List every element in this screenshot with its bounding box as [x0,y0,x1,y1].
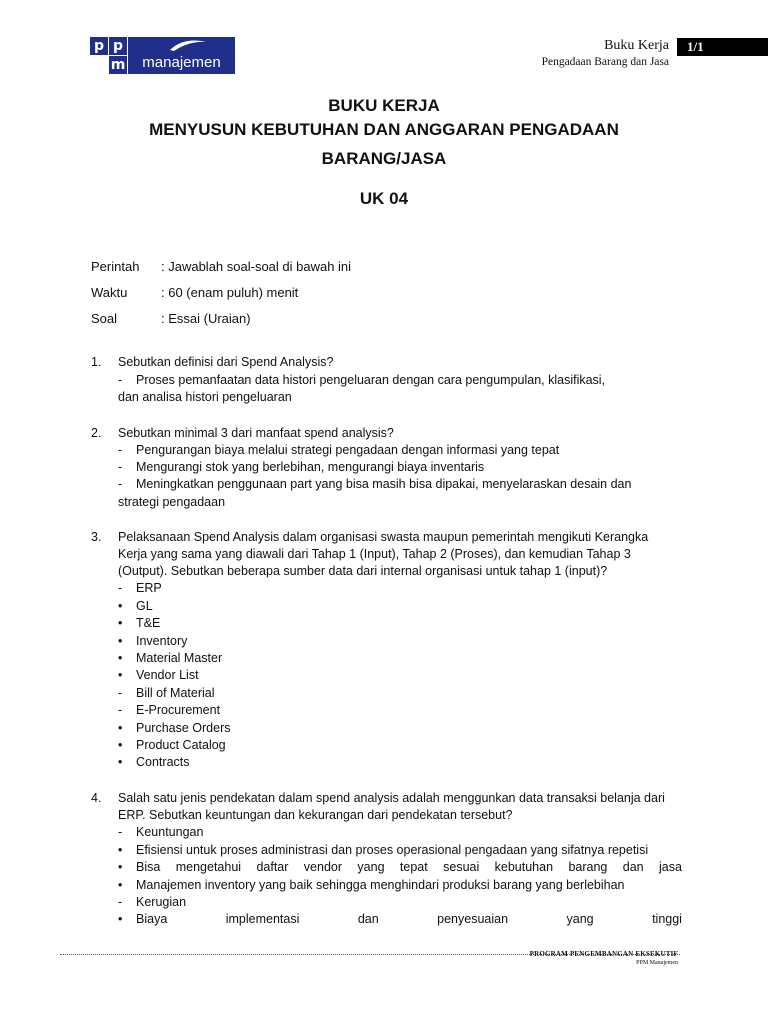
answer-dash: - [118,460,123,474]
list-item: T&E [136,616,161,630]
word: implementasi [225,912,300,926]
kerugian-heading: Kerugian [136,895,187,909]
header-doc-title: Buku Kerja [604,38,669,53]
document-header [468,38,768,78]
list-item: GL [136,599,153,613]
question-number: 2. [91,426,102,440]
question-3-line-2: Kerja yang sama yang diawali dari Tahap 1 (Input), Tahap 2 (Proses), dan kemudian Tahap 3 [118,547,631,561]
word: Biaya [136,912,168,926]
word: Bisa [136,860,161,874]
list-item: Product Catalog [136,738,226,752]
kerugian-item-1 [136,911,682,928]
question-1-text: Sebutkan definisi dari Spend Analysis? [118,355,334,369]
list-marker: • [118,721,123,735]
question-number: 1. [91,355,102,369]
meta-key: Waktu [91,285,128,300]
ppm-logo [90,37,235,74]
word: mengetahui [175,860,242,874]
keuntungan-item-3: Manajemen inventory yang baik sehingga menghindari produksi barang yang berlebihan [136,878,625,892]
footer-org: PPM Manajemen [636,960,678,966]
word: yang [566,912,594,926]
question-number: 4. [91,791,102,805]
title-line-2: MENYUSUN KEBUTUHAN DAN ANGGARAN PENGADAAN [149,120,619,139]
footer-program: PROGRAM PENGEMBANGAN EKSEKUTIF [529,950,678,958]
word: penyesuaian [437,912,509,926]
list-item: Purchase Orders [136,721,231,735]
list-marker: • [118,755,123,769]
word: vendor [303,860,343,874]
question-4-line-2: ERP. Sebutkan keuntungan dan kekurangan dari pendekatan tersebut? [118,808,513,822]
logo-letter-p1: p [90,37,108,55]
word: dan [622,860,644,874]
list-marker: • [118,912,123,926]
question-2-text: Sebutkan minimal 3 dari manfaat spend analysis? [118,426,394,440]
question-2-answer-3-cont: strategi pengadaan [118,495,226,509]
question-2-answer-1: Pengurangan biaya melalui strategi pengadaan dengan informasi yang tepat [136,443,560,457]
word: barang [568,860,608,874]
list-marker: • [118,878,123,892]
logo-blank [90,56,108,74]
list-marker: - [118,703,123,717]
header-subtitle: Pengadaan Barang dan Jasa [541,56,669,68]
meta-key: Perintah [91,259,140,274]
list-item: Vendor List [136,668,199,682]
question-3-line-3: (Output). Sebutkan beberapa sumber data dari internal organisasi untuk tahap 1 (input)? [118,564,608,578]
answer-dash: - [118,443,123,457]
keuntungan-item-1: Efisiensi untuk proses administrasi dan proses operasional pengadaan yang sifatnya repetisi [136,843,649,857]
list-marker: • [118,738,123,752]
list-item: ERP [136,581,162,595]
word: tepat [399,860,428,874]
meta-value: : Essai (Uraian) [161,311,251,326]
keuntungan-item-2 [136,859,682,876]
list-marker: • [118,651,123,665]
question-1-answer: Proses pemanfaatan data histori pengeluaran dengan cara pengumpulan, klasifikasi, [136,373,606,387]
word: daftar [256,860,289,874]
word: jasa [659,860,682,874]
list-item: Bill of Material [136,686,215,700]
word: dan [357,912,379,926]
answer-dash: - [118,477,123,491]
list-marker: • [118,860,123,874]
page-number-badge: 1/1 [677,38,768,56]
question-4-line-1: Salah satu jenis pendekatan dalam spend analysis adalah menggunkan data transaksi belanja dari [118,791,665,805]
list-marker: • [118,668,123,682]
question-3-line-1: Pelaksanaan Spend Analysis dalam organisasi swasta maupun pemerintah mengikuti Kerangka [118,530,649,544]
list-marker: - [118,825,123,839]
logo-letter-m: m [110,57,126,73]
logo-swoosh-icon [168,38,208,52]
question-2-answer-3: Meningkatkan penggunaan part yang bisa masih bisa dipakai, menyelaraskan desain dan [136,477,632,491]
list-marker: - [118,895,123,909]
meta-value: : Jawablah soal-soal di bawah ini [161,259,352,274]
title-unit-code: UK 04 [359,189,409,208]
word: sesuai [443,860,480,874]
list-marker: • [118,634,123,648]
list-item: Material Master [136,651,223,665]
logo-letter-p2: p [109,37,127,55]
question-1-answer-cont: dan analisa histori pengeluaran [118,390,292,404]
logo-wordmark: manajemen [128,37,235,74]
list-marker: • [118,843,123,857]
question-number: 3. [91,530,102,544]
word: yang [357,860,385,874]
title-line-3: BARANG/JASA [321,149,447,168]
list-marker: - [118,686,123,700]
meta-value: : 60 (enam puluh) menit [161,285,299,300]
keuntungan-heading: Keuntungan [136,825,204,839]
question-2-answer-2: Mengurangi stok yang berlebihan, mengurangi biaya inventaris [136,460,485,474]
title-line-1: BUKU KERJA [328,96,440,115]
answer-dash: - [118,373,123,387]
word: kebutuhan [494,860,554,874]
list-marker: • [118,616,123,630]
list-marker: - [118,581,123,595]
list-item: Contracts [136,755,190,769]
meta-key: Soal [91,311,118,326]
list-marker: • [118,599,123,613]
ppm-logo-mark [90,37,126,74]
word: tinggi [652,912,682,926]
list-item: Inventory [136,634,188,648]
list-item: E-Procurement [136,703,221,717]
